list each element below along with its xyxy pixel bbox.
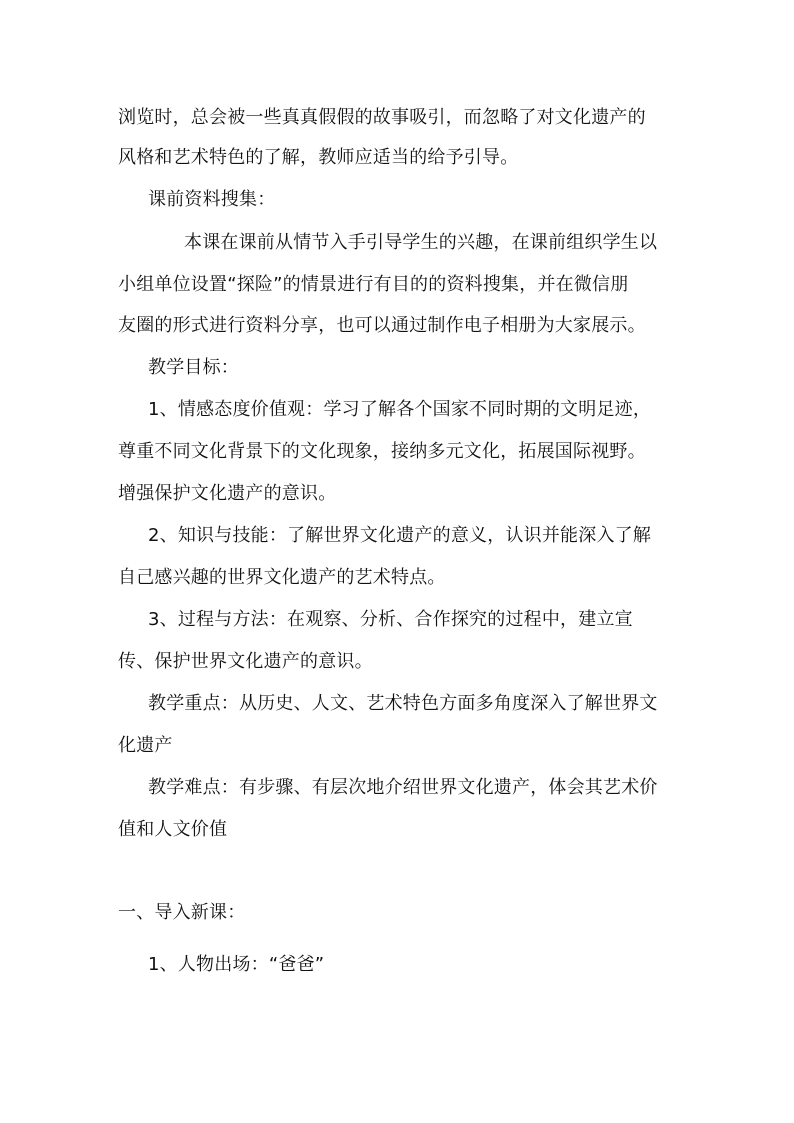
- objective-2-line-2: 自己感兴趣的世界文化遗产的艺术特点。: [118, 567, 446, 588]
- difficulties-line-1: 教学难点：有步骤、有层次地介绍世界文化遗产，体会其艺术价: [148, 777, 658, 798]
- key-points-line-1: 教学重点：从历史、人文、艺术特色方面多角度深入了解世界文: [148, 693, 658, 714]
- intro-item-1: 1、人物出场：“爸爸”: [148, 954, 325, 975]
- objective-3-line-2: 传、保护世界文化遗产的意识。: [118, 651, 373, 672]
- objective-1-line-2: 尊重不同文化背景下的文化现象，接纳多元文化，拓展国际视野。: [118, 441, 646, 462]
- text-line-6: 友圈的形式进行资料分享，也可以通过制作电子相册为大家展示。: [118, 315, 646, 336]
- text-line-5: 小组单位设置“探险”的情景进行有目的的资料搜集，并在微信朋: [118, 274, 629, 295]
- section-heading-materials: 课前资料搜集：: [148, 189, 276, 210]
- section-heading-objectives: 教学目标：: [148, 357, 239, 378]
- section-heading-intro: 一、导入新课：: [118, 902, 246, 923]
- objective-3-line-1: 3、过程与方法：在观察、分析、合作探究的过程中，建立宣: [148, 609, 633, 630]
- objective-1-line-1: 1、情感态度价值观：学习了解各个国家不同时期的文明足迹，: [148, 399, 652, 420]
- difficulties-line-2: 值和人文价值: [118, 819, 228, 840]
- objective-1-line-3: 增强保护文化遗产的意识。: [118, 483, 337, 504]
- objective-2-line-1: 2、知识与技能：了解世界文化遗产的意义，认识并能深入了解: [148, 525, 652, 546]
- text-line-4: 本课在课前从情节入手引导学生的兴趣，在课前组织学生以: [184, 232, 658, 253]
- text-line-2: 风格和艺术特色的了解，教师应适当的给予引导。: [118, 147, 519, 168]
- text-line-1: 浏览时，总会被一些真真假假的故事吸引，而忽略了对文化遗产的: [118, 107, 646, 128]
- key-points-line-2: 化遗产: [118, 735, 173, 756]
